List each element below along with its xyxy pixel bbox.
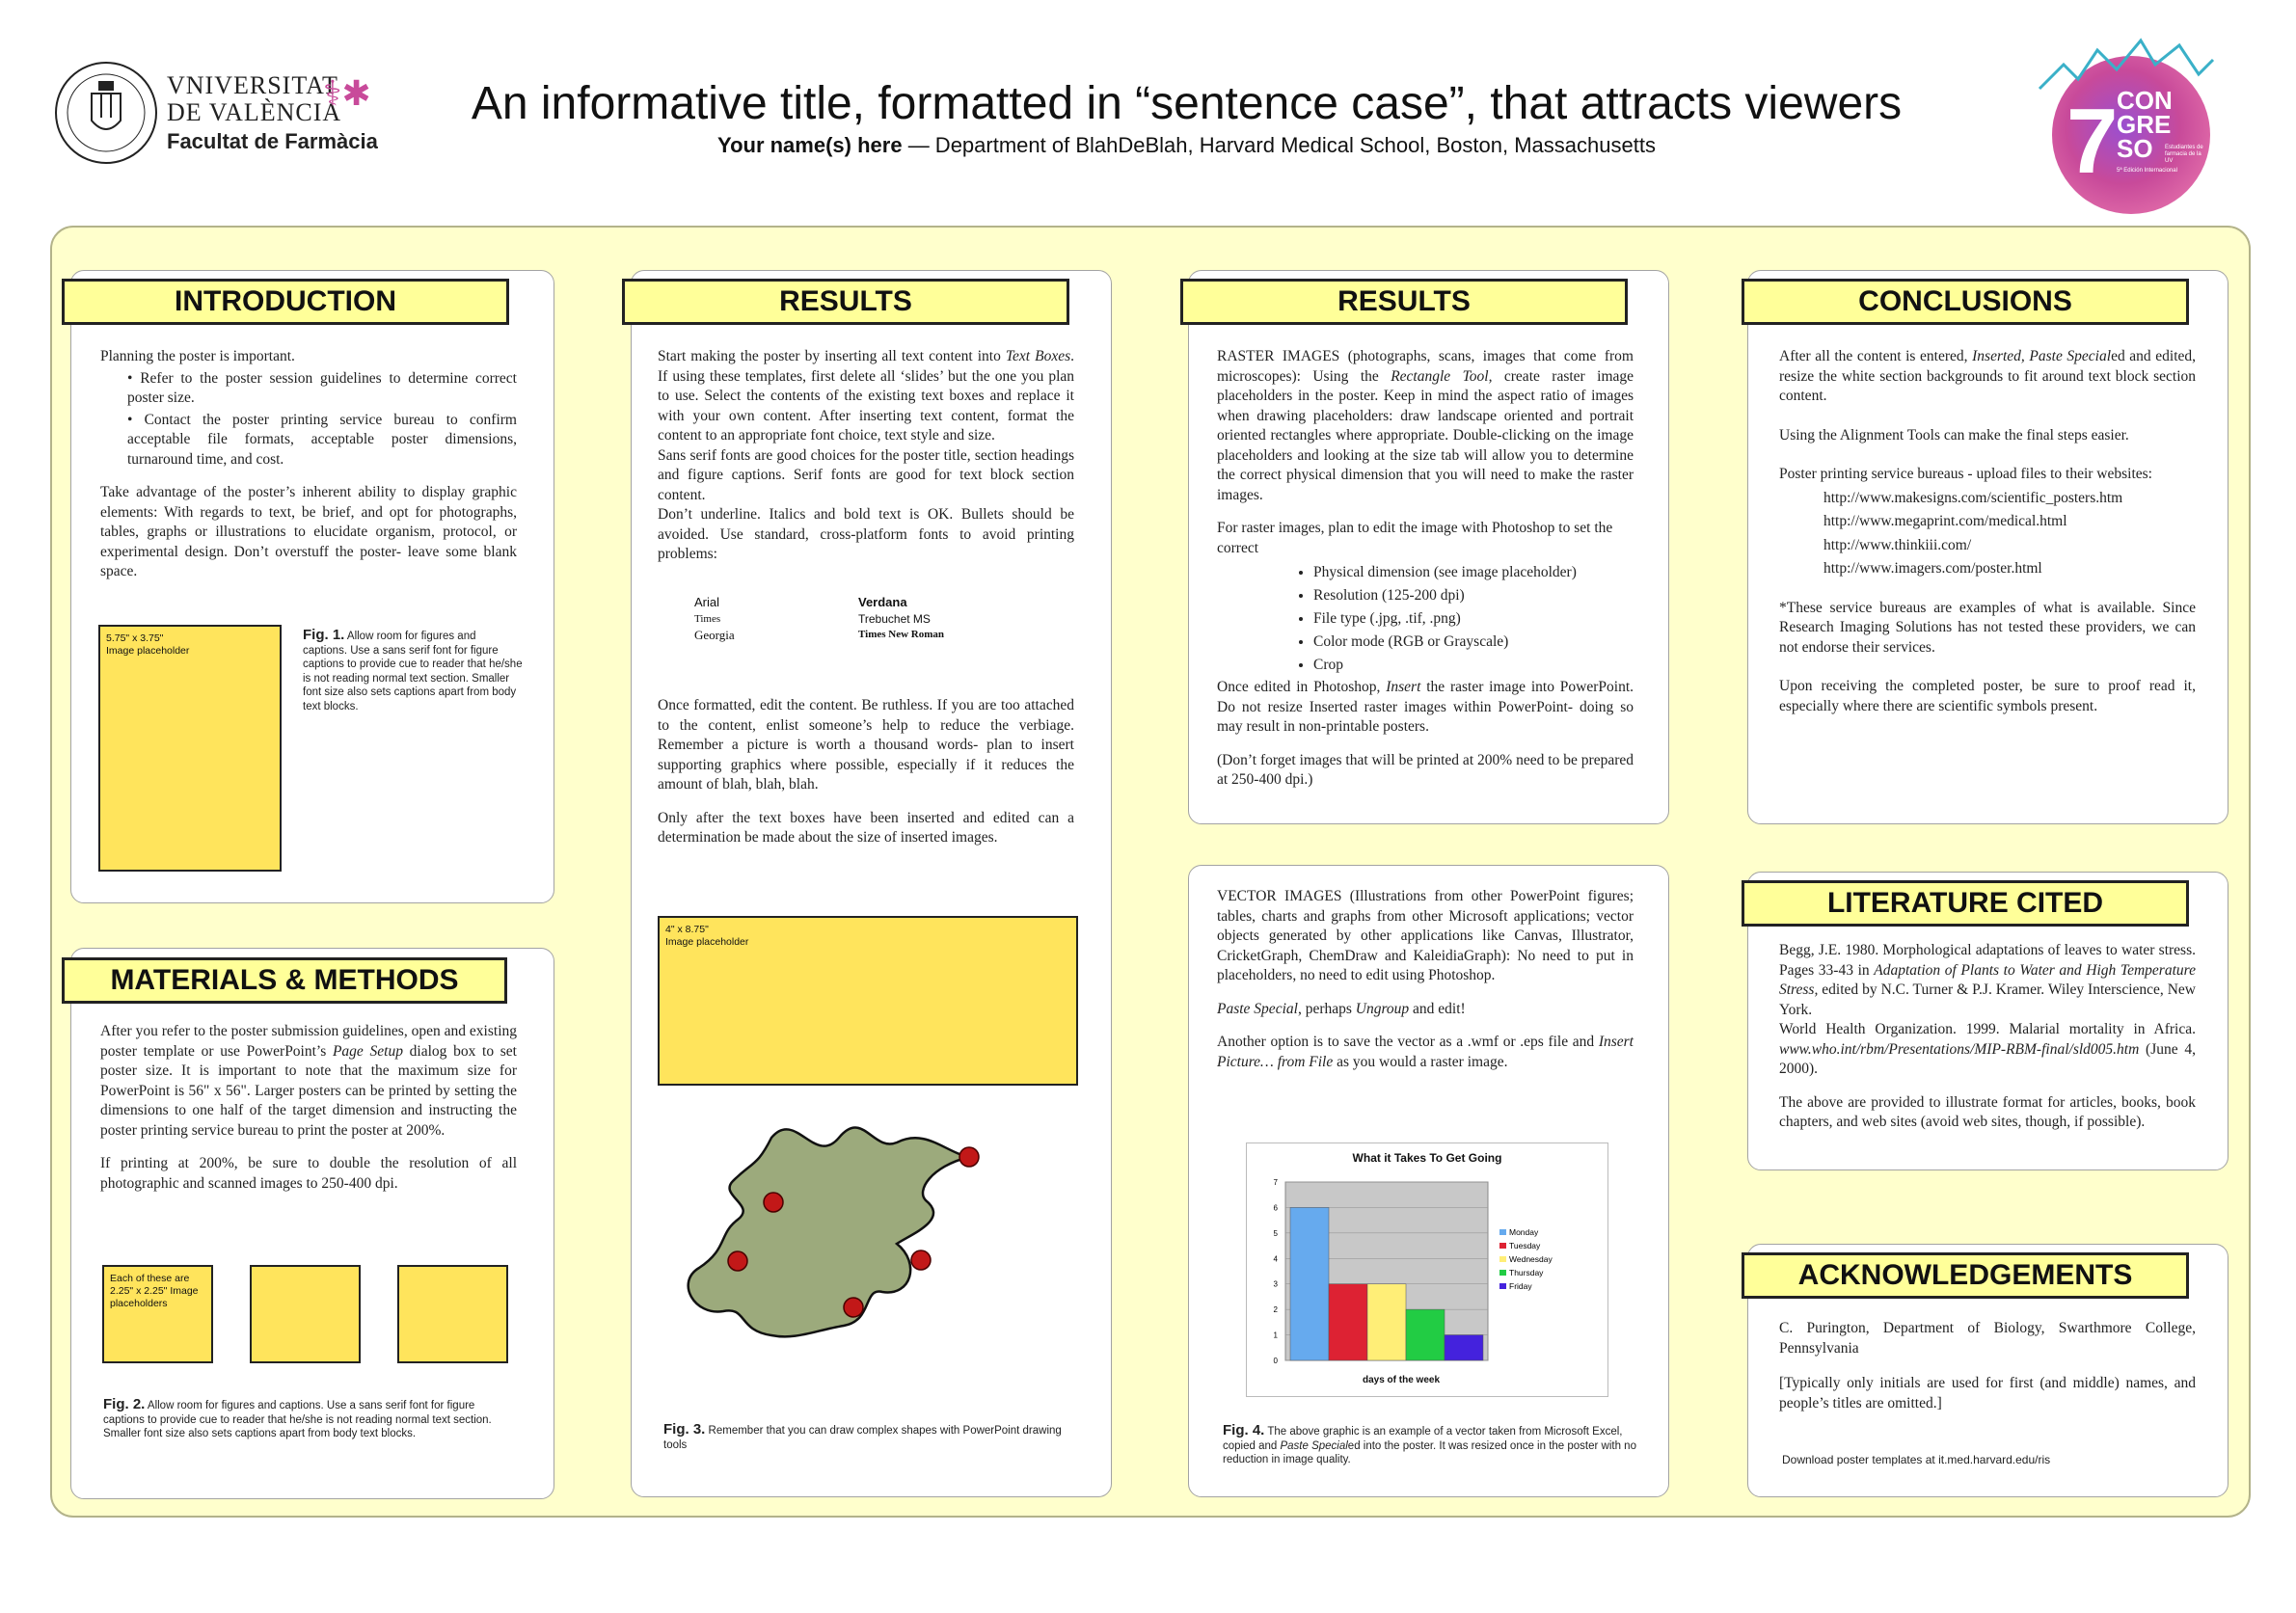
congress-number: 7 — [2066, 90, 2119, 193]
results1-paragraph-5: Only after the text boxes have been inserted and edited can a determination be made about the size of inserted images. — [658, 809, 1074, 846]
reference-2-part-a: World Health Organization. 1999. Malarial mortality in Africa. — [1779, 1021, 2196, 1037]
reference-1-italic: Adaptation of Plants to Water and High Temperature Stress, — [1779, 961, 2196, 998]
conclusions-p1-part-c: ed and edited, resize the white section backgrounds to fit around text block section content. — [1779, 348, 2197, 404]
methods-heading: MATERIALS & METHODS — [62, 957, 507, 1004]
figure-3-label: Fig. 3. — [663, 1421, 706, 1438]
vector-text — [1217, 887, 1634, 1086]
results-heading-2: RESULTS — [1180, 279, 1628, 325]
results1-paragraph-1 — [658, 347, 1074, 446]
figure-4-caption — [1223, 1424, 1637, 1467]
results2-paragraph-4: (Don’t forget images that will be printed at 200% need to be prepared at 250-400 dpi.) — [1217, 751, 1634, 788]
results2-p1-part-a: RASTER IMAGES (photographs, scans, images that come from microscopes): Using the — [1217, 348, 1634, 385]
chart-legend-swatch — [1499, 1229, 1506, 1235]
results2-bullet-5: • Crop — [1313, 655, 1634, 676]
vector-p2-italic-2: Ungroup — [1355, 1000, 1410, 1017]
congress-word-3: SO — [2117, 134, 2153, 163]
chart-legend-label: Thursday — [1509, 1268, 1544, 1277]
reference-2 — [1779, 1020, 2196, 1080]
congress-word-1: CON — [2117, 86, 2173, 115]
intro-paragraph-1: Planning the poster is important. — [100, 348, 295, 364]
faculty-name: Facultat de Farmàcia — [167, 129, 378, 153]
chart-y-tick-label: 7 — [1273, 1178, 1278, 1187]
chart-bar-thursday — [1406, 1309, 1445, 1360]
introduction-heading: INTRODUCTION — [62, 279, 509, 325]
results1-p1-part-a: Start making the poster by inserting all text content into — [658, 348, 1006, 364]
author-names: Your name(s) here — [717, 133, 903, 157]
methods-paragraph-1 — [100, 1022, 517, 1141]
figure-3-text: Remember that you can draw complex shapes with PowerPoint drawing tools — [663, 1425, 1062, 1451]
results-heading-1: RESULTS — [622, 279, 1069, 325]
chart-y-tick-label: 0 — [1273, 1357, 1278, 1365]
methods-placeholder-text: Each of these are 2.25" x 2.25" Image placeholders — [110, 1273, 199, 1309]
chart-y-tick-label: 3 — [1273, 1279, 1278, 1289]
methods-p1-part-c: dialog box to set poster size. It is important to note that the maximum size for PowerPoint is 56" x 56". Larger posters can be printed by setting the dimensions to one half of the target dimension and instructing the poster printing service bureau to print the poster at 200%. — [100, 1042, 517, 1139]
figure-4-label: Fig. 4. — [1223, 1422, 1265, 1438]
vector-p3-part-c: as you would a raster image. — [1333, 1053, 1508, 1070]
acknowledgements-text — [1779, 1319, 2196, 1427]
reference-2-part-c: (June 4, 2000). — [1779, 1040, 2196, 1077]
printing-service-link-2[interactable]: http://www.megaprint.com/medical.html — [1823, 513, 2067, 529]
results2-bullets — [1217, 562, 1634, 676]
font-example-verdana: Verdana — [858, 595, 907, 609]
literature-heading: LITERATURE CITED — [1742, 880, 2189, 927]
acknowledgements-heading: ACKNOWLEDGEMENTS — [1742, 1252, 2189, 1299]
author-affiliation: — Department of BlahDeBlah, Harvard Medical School, Boston, Massachusetts — [902, 133, 1656, 157]
methods-p1-italic: Page Setup — [332, 1042, 403, 1060]
pharmacy-symbol-icon: ⚕✱ — [323, 73, 371, 113]
chart-legend-swatch — [1499, 1243, 1506, 1249]
intro-bullet-1-text: Refer to the poster session guidelines to determine correct poster size. — [127, 369, 517, 406]
figure-1-text: Allow room for figures and captions. Use a sans serif font for figure captions to provide cue to reader that he/she is not reading normal text section. Smaller font size also sets captions apart from body text blocks. — [303, 631, 523, 712]
introduction-text — [100, 347, 517, 596]
results-2-text — [1217, 347, 1634, 804]
conclusions-paragraph-1 — [1779, 347, 2196, 407]
results2-p3-italic: Insert — [1386, 679, 1421, 695]
chart-y-tick-label: 6 — [1273, 1203, 1278, 1213]
chart-bar-monday — [1290, 1207, 1329, 1360]
download-templates-note[interactable]: Download poster templates at it.med.harvard.edu/ris — [1782, 1453, 2051, 1466]
chart-y-tick-label: 1 — [1273, 1331, 1278, 1340]
results1-paragraph-2: Sans serif fonts are good choices for the poster title, section headings and figure captions. Serif fonts are good for text block section content. — [658, 446, 1074, 503]
font-example-trebuchet: Trebuchet MS — [858, 612, 931, 626]
conclusions-p1-italic: Inserted, Paste Special — [1972, 348, 2112, 364]
intro-placeholder-size: 5.75" x 3.75" — [106, 632, 164, 644]
results2-p3-part-a: Once edited in Photoshop, — [1217, 679, 1387, 695]
results2-bullet-4: • Color mode (RGB or Grayscale) — [1313, 632, 1634, 653]
reference-1-part-c: edited by N.C. Turner & P.J. Kramer. Wiley Interscience, New York. — [1779, 981, 2196, 1018]
congress-logo — [2020, 21, 2223, 224]
figure-1-label: Fig. 1. — [303, 627, 345, 643]
chart-legend-label: Monday — [1509, 1227, 1539, 1237]
poster-title: An informative title, formatted in “sentence case”, that attracts viewers — [471, 78, 1903, 129]
chart-legend-swatch — [1499, 1256, 1506, 1262]
results-image-placeholder — [658, 916, 1078, 1086]
vector-p2-part-d: and edit! — [1409, 1000, 1466, 1017]
conclusions-text — [1779, 347, 2196, 730]
congress-word-2: GRE — [2117, 110, 2172, 139]
congress-subtitle: Estudiantes de farmacia de la UV — [2165, 145, 2203, 164]
poster-subtitle — [0, 133, 2296, 158]
chart-legend-label: Friday — [1509, 1281, 1532, 1291]
conclusions-paragraph-4: *These service bureaus are examples of what is available. Since Research Imaging Solutions has not tested these providers, we can not endorse their services. — [1779, 599, 2196, 656]
results2-p3-part-c: the raster image into PowerPoint. Do not resize Inserted raster images within PowerPoint- doing so may result in non-printable posters. — [1217, 679, 1634, 735]
intro-bullet-2: • Contact the poster printing service bureau to confirm acceptable file formats, acceptable poster dimensions, turnaround time, and cost. — [127, 411, 517, 468]
printing-service-links — [1779, 489, 2196, 579]
chart-bar-wednesday — [1367, 1284, 1406, 1360]
chart-legend-swatch — [1499, 1270, 1506, 1276]
chart-y-tick-label: 5 — [1273, 1228, 1278, 1238]
chart-y-tick-label: 4 — [1273, 1254, 1278, 1264]
intro-bullet-2-text: Contact the poster printing service bureau to confirm acceptable file formats, acceptable poster dimensions, turnaround time, and cost. — [127, 411, 517, 468]
bar-chart — [1246, 1143, 1608, 1397]
results2-paragraph-1 — [1217, 347, 1634, 505]
results-1-text-2 — [658, 696, 1074, 862]
figure-4-italic: Paste Special — [1280, 1439, 1348, 1452]
chart-plot — [1247, 1143, 1607, 1396]
figure-1-caption — [303, 629, 523, 713]
conclusions-heading: CONCLUSIONS — [1742, 279, 2189, 325]
university-name-line2: DE VALÈNCIA — [167, 98, 342, 126]
vector-p2-italic-1: Paste Special — [1217, 1000, 1298, 1017]
reference-1 — [1779, 941, 2196, 1020]
methods-p1-part-a: After you refer to the poster submission guidelines, open and existing poster template or use PowerPoint’s — [100, 1023, 517, 1060]
intro-bullets — [100, 369, 517, 470]
reference-1-part-a: Begg, J.E. 1980. Morphological adaptations of leaves to water stress. Pages 33-43 in — [1779, 942, 2196, 979]
results2-p1-italic: Rectangle Tool, — [1391, 367, 1493, 385]
results-placeholder-size: 4" x 8.75" — [665, 924, 709, 935]
conclusions-paragraph-5: Upon receiving the completed poster, be sure to proof read it, especially where there are scientific symbols present. — [1779, 678, 2196, 714]
results1-paragraph-4: Once formatted, edit the content. Be ruthless. If you are too attached to the content, enlist someone’s help to reduce the verbiage. Remember a picture is worth a thousand words- plan to insert supporting graphics where possible, especially if it reduces the amount of blah, blah, blah. — [658, 697, 1074, 793]
results1-p1-italic: Text Boxes — [1005, 348, 1071, 364]
chart-legend-label: Tuesday — [1509, 1241, 1541, 1250]
results2-paragraph-3 — [1217, 678, 1634, 738]
methods-image-placeholder-1 — [102, 1265, 213, 1363]
results1-paragraph-3: Don’t underline. Italics and bold text is OK. Bullets should be avoided. Use standard, cross-platform fonts to avoid printing problems: — [658, 506, 1074, 562]
methods-image-placeholder-3 — [397, 1265, 508, 1363]
results1-p1-part-c: . If using these templates, first delete all ‘slides’ but the one you plan to use. Select the contents of the existing text boxes and replace it with your own content. After inserting text content, format the content to an appropriate font choice, text style and size. — [658, 348, 1074, 444]
chart-x-axis-label: days of the week — [1362, 1375, 1441, 1385]
results2-bullet-2: • Resolution (125-200 dpi) — [1313, 585, 1634, 606]
acknowledgements-paragraph-2: [Typically only initials are used for first (and middle) names, and people’s titles are omitted.] — [1779, 1375, 2196, 1411]
university-name-line1: VNIVERSITAT — [167, 71, 338, 99]
literature-text — [1779, 941, 2196, 1146]
vector-paragraph-1: VECTOR IMAGES (Illustrations from other PowerPoint figures; tables, charts and graphs from other Microsoft applications; vector objects generated by other applications like Canvas, Illustrator, CricketGraph, ChemDraw and KaleidiaGraph): No need to put in placeholders, no need to edit using Photoshop. — [1217, 888, 1634, 983]
vector-p2-part-b: , perhaps — [1297, 1000, 1356, 1017]
font-example-georgia: Georgia — [694, 628, 735, 642]
methods-image-placeholder-2 — [250, 1265, 361, 1363]
intro-bullet-1: • Refer to the poster session guidelines to determine correct poster size. — [127, 369, 517, 406]
reference-2-link[interactable]: www.who.int/rbm/Presentations/MIP-RBM-final/sld005.htm — [1779, 1040, 2140, 1058]
figure-4-text-a: The above graphic is an example of a vector taken from Microsoft Excel, copied and — [1223, 1426, 1623, 1452]
printing-service-link-1[interactable]: http://www.makesigns.com/scientific_posters.htm — [1823, 489, 2123, 506]
results-1-text — [658, 347, 1074, 571]
conclusions-p1-part-a: After all the content is entered, — [1779, 348, 1973, 364]
figure-2-label: Fig. 2. — [103, 1396, 146, 1412]
figure-2-text: Allow room for figures and captions. Use a sans serif font for figure captions to provide cue to reader that he/she is not reading normal text section. Smaller font size also sets captions apart from body text blocks. — [103, 1400, 492, 1439]
conclusions-paragraph-2: Using the Alignment Tools can make the final steps easier. — [1779, 426, 2129, 444]
congress-edition: 5ª Edición Internacional — [2117, 168, 2177, 174]
printing-service-link-3[interactable]: http://www.thinkiii.com/ — [1823, 536, 1972, 553]
chart-bar-tuesday — [1329, 1284, 1367, 1360]
acknowledgements-paragraph-1: C. Purington, Department of Biology, Swarthmore College, Pennsylvania — [1779, 1320, 2196, 1357]
chart-bar-friday — [1445, 1335, 1483, 1360]
chart-legend-label: Wednesday — [1509, 1254, 1553, 1264]
font-example-times: Times — [694, 613, 721, 625]
vector-paragraph-3 — [1217, 1033, 1634, 1072]
figure-3-caption — [663, 1423, 1068, 1452]
font-example-times-new-roman: Times New Roman — [858, 629, 945, 640]
results2-bullet-1: • Physical dimension (see image placeholder) — [1313, 562, 1634, 583]
figure-2-caption — [103, 1398, 518, 1441]
chart-title: What it Takes To Get Going — [1352, 1151, 1502, 1165]
font-example-arial: Arial — [694, 595, 720, 609]
printing-service-link-4[interactable]: http://www.imagers.com/poster.html — [1823, 560, 2042, 577]
results2-p1-part-c: create raster image placeholders in the poster. Keep in mind the aspect ratio of images when drawing placeholders: draw landscape oriented and portrait oriented rectangles where appropriate. Double-clicking on the image placeholders and looking at the size tab will allow you to determine the correct physical dimension that you will need to make the raster images. — [1217, 367, 1634, 503]
methods-text — [100, 1022, 517, 1207]
vector-p3-part-a: Another option is to save the vector as a .wmf or .eps file and — [1217, 1034, 1599, 1050]
conclusions-paragraph-3: Poster printing service bureaus - upload files to their websites: — [1779, 466, 2152, 482]
results-placeholder-label: Image placeholder — [665, 936, 749, 948]
intro-paragraph-2: Take advantage of the poster’s inherent ability to display graphic elements: With regards to text, be brief, and opt for photographs, tables, graphs or illustrations to elucidate organism, protocol, or experimental design. Don’t overstuff the poster- leave some blank space. — [100, 484, 517, 579]
figure-4-text-c: ed into the poster. It was resized once in the poster with no reduction in image quality. — [1223, 1439, 1636, 1465]
reference-note: The above are provided to illustrate format for articles, books, book chapters, and web sites (avoid web sites, though, if possible). — [1779, 1093, 2196, 1130]
intro-image-placeholder — [98, 625, 282, 872]
results2-paragraph-2: For raster images, plan to edit the image with Photoshop to set the correct — [1217, 520, 1613, 556]
vector-p3-italic: Insert Picture… from File — [1217, 1034, 1634, 1070]
font-examples — [694, 594, 984, 648]
intro-placeholder-label: Image placeholder — [106, 645, 190, 657]
vector-paragraph-2 — [1217, 1000, 1634, 1020]
methods-paragraph-2: If printing at 200%, be sure to double the resolution of all photographic and scanned images to 250-400 dpi. — [100, 1155, 517, 1192]
chart-y-tick-label: 2 — [1273, 1305, 1278, 1315]
results2-bullet-3: • File type (.jpg, .tif, .png) — [1313, 608, 1634, 630]
chart-legend-swatch — [1499, 1283, 1506, 1289]
complex-shape-illustration — [680, 1099, 1008, 1359]
